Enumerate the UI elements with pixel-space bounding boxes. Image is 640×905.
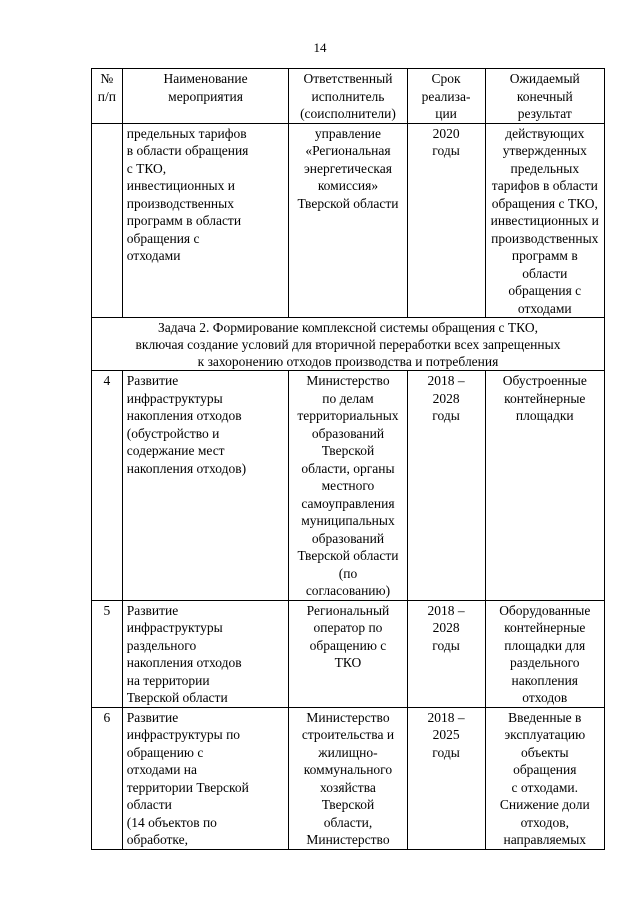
- cell-executor: Министерство строительства и жилищно- коммунального хозяйства Тверской области, Министерство: [289, 707, 407, 849]
- header-num: № п/п: [92, 69, 123, 124]
- table-row-continuation: [92, 123, 605, 318]
- cell-num: [92, 123, 123, 318]
- cell-name: Развитие инфраструктуры по обращению с отходами на территории Тверской области (14 объектов по обработке,: [122, 707, 289, 849]
- cell-name: Развитие инфраструктуры раздельного накопления отходов на территории Тверской области: [122, 600, 289, 707]
- cell-num: 5: [92, 600, 123, 707]
- cell-executor: управление «Региональная энергетическая комиссия» Тверской области: [289, 123, 407, 318]
- cell-result: Обустроенные контейнерные площадки: [485, 371, 604, 601]
- table-header-row: [92, 69, 605, 124]
- cell-result: Введенные в эксплуатацию объекты обращения с отходами. Снижение доли отходов, направляемых: [485, 707, 604, 849]
- cell-name: предельных тарифов в области обращения с ТКО, инвестиционных и производственных программ в области обращения с отходами: [122, 123, 289, 318]
- cell-result: действующих утвержденных предельных тарифов в области обращения с ТКО, инвестиционных и производственных программ в области обращения с отходами: [485, 123, 604, 318]
- cell-executor: Министерство по делам территориальных образований Тверской области, органы местного самоуправления муниципальных образований Тверской области (по согласованию): [289, 371, 407, 601]
- task-heading: Задача 2. Формирование комплексной системы обращения с ТКО, включая создание условий для вторичной переработки всех запрещенных к захоронению отходов производства и потребления: [92, 318, 605, 371]
- table-row: [92, 707, 605, 849]
- header-executor: Ответственный исполнитель (соисполнители): [289, 69, 407, 124]
- table-row: [92, 371, 605, 601]
- task-row: [92, 318, 605, 371]
- header-term: Срок реализа- ции: [407, 69, 485, 124]
- cell-term: 2018 – 2028 годы: [407, 371, 485, 601]
- cell-name: Развитие инфраструктуры накопления отходов (обустройство и содержание мест накопления отходов): [122, 371, 289, 601]
- header-name: Наименование мероприятия: [122, 69, 289, 124]
- cell-num: 6: [92, 707, 123, 849]
- header-result: Ожидаемый конечный результат: [485, 69, 604, 124]
- cell-executor: Региональный оператор по обращению с ТКО: [289, 600, 407, 707]
- cell-num: 4: [92, 371, 123, 601]
- cell-term: 2018 – 2028 годы: [407, 600, 485, 707]
- page-number: 14: [313, 40, 327, 55]
- cell-term: 2018 – 2025 годы: [407, 707, 485, 849]
- cell-result: Оборудованные контейнерные площадки для раздельного накопления отходов: [485, 600, 604, 707]
- measures-table: [91, 68, 605, 850]
- cell-term: 2020 годы: [407, 123, 485, 318]
- table-row: [92, 600, 605, 707]
